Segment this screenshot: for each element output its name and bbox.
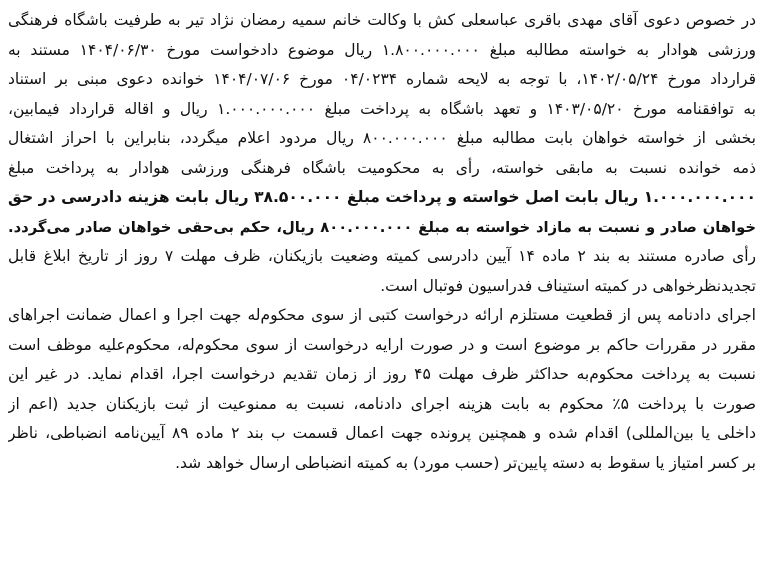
text-line: قرارداد مورخ ۱۴۰۲/۰۵/۲۴، با توجه به لایحه شماره ۰۴/۰۲۳۴ مورخ ۱۴۰۴/۰۷/۰۶ خوانده دعوی مبنی بر استناد bbox=[8, 70, 756, 88]
text-line: بر کسر امتیاز یا سقوط به دسته پایین‌تر (حسب مورد) به کمیته انضباطی ارسال خواهد شد. bbox=[175, 453, 756, 472]
text-line: بخشی از خواسته خواهان بابت مطالبه مبلغ ۸۰۰.۰۰۰.۰۰۰ ریال مردود اعلام میگردد، بنابراین با احراز اشتغال bbox=[8, 129, 756, 147]
text-line: نسبت به پرداخت محکوم‌به حداکثر ظرف مهلت ۴۵ روز از زمان تقدیم درخواست اجرا، اقدام نماید. در غیر این bbox=[8, 365, 756, 383]
text-line: داخلی یا بین‌المللی) اقدام شده و همچنین پرونده جهت اعمال قسمت ب بند ۲ ماده ۸۹ آیین‌نامه انضباطی، ناظر bbox=[8, 424, 756, 442]
text-line: ورزشی هوادار به خواسته مطالبه مبلغ ۱.۸۰۰.۰۰۰.۰۰۰ ریال موضوع دادخواست مورخ ۱۴۰۴/۰۶/۳۰ مستند به bbox=[8, 40, 756, 59]
verdict-bold-line: ۱.۰۰۰.۰۰۰.۰۰۰ ریال بابت اصل خواسته و پرداخت مبلغ ۳۸.۵۰۰.۰۰۰ ریال بابت هزینه دادرسی در حق bbox=[8, 188, 756, 206]
text-line: تجدیدنظرخواهی در کمیته استیناف فدراسیون فوتبال است. bbox=[380, 276, 756, 295]
text-line: اجرای دادنامه پس از قطعیت مستلزم ارائه درخواست کتبی از سوی محکوم‌له جهت اجرا و اعمال ضمانت اجراهای bbox=[8, 306, 756, 324]
enforcement-paragraph bbox=[8, 301, 756, 478]
text-line: صورت با پرداخت ۵٪ محکوم به بابت هزینه اجرای دادنامه، نسبت به ممنوعیت از ثبت بازیکنان جدید (اعم از bbox=[8, 394, 756, 413]
text-line: ذمه خوانده نسبت به مابقی خواسته، رأی به محکومیت باشگاه فرهنگی ورزشی هوادار به پرداخت مبلغ bbox=[8, 158, 756, 177]
text-line: در خصوص دعوی آقای مهدی باقری عباسعلی کش با وکالت خانم سمیه رمضان نژاد تیر به طرفیت باشگاه فرهنگی bbox=[8, 11, 756, 29]
verdict-paragraph bbox=[8, 6, 756, 301]
document-body bbox=[8, 6, 756, 478]
verdict-bold-line: خواهان صادر و نسبت به مازاد خواسته به مبلغ ۸۰۰.۰۰۰.۰۰۰ ریال، حکم بی‌حقی خواهان صادر می‌گردد. bbox=[8, 218, 756, 236]
text-line: به توافقنامه مورخ ۱۴۰۳/۰۵/۲۰ و تعهد باشگاه به پرداخت مبلغ ۱.۰۰۰.۰۰۰.۰۰۰ ریال و اقاله قرارداد فیمابین، bbox=[8, 99, 756, 118]
text-line: رأی صادره مستند به بند ۲ ماده ۱۴ آیین دادرسی کمیته وضعیت بازیکنان، ظرف مهلت ۷ روز از تاریخ ابلاغ قابل bbox=[8, 247, 756, 265]
text-line: مقرر در مقررات حاکم بر موضوع است و در صورت ارایه درخواست از سوی محکوم‌له، محکوم‌علیه موظف است bbox=[8, 335, 756, 354]
